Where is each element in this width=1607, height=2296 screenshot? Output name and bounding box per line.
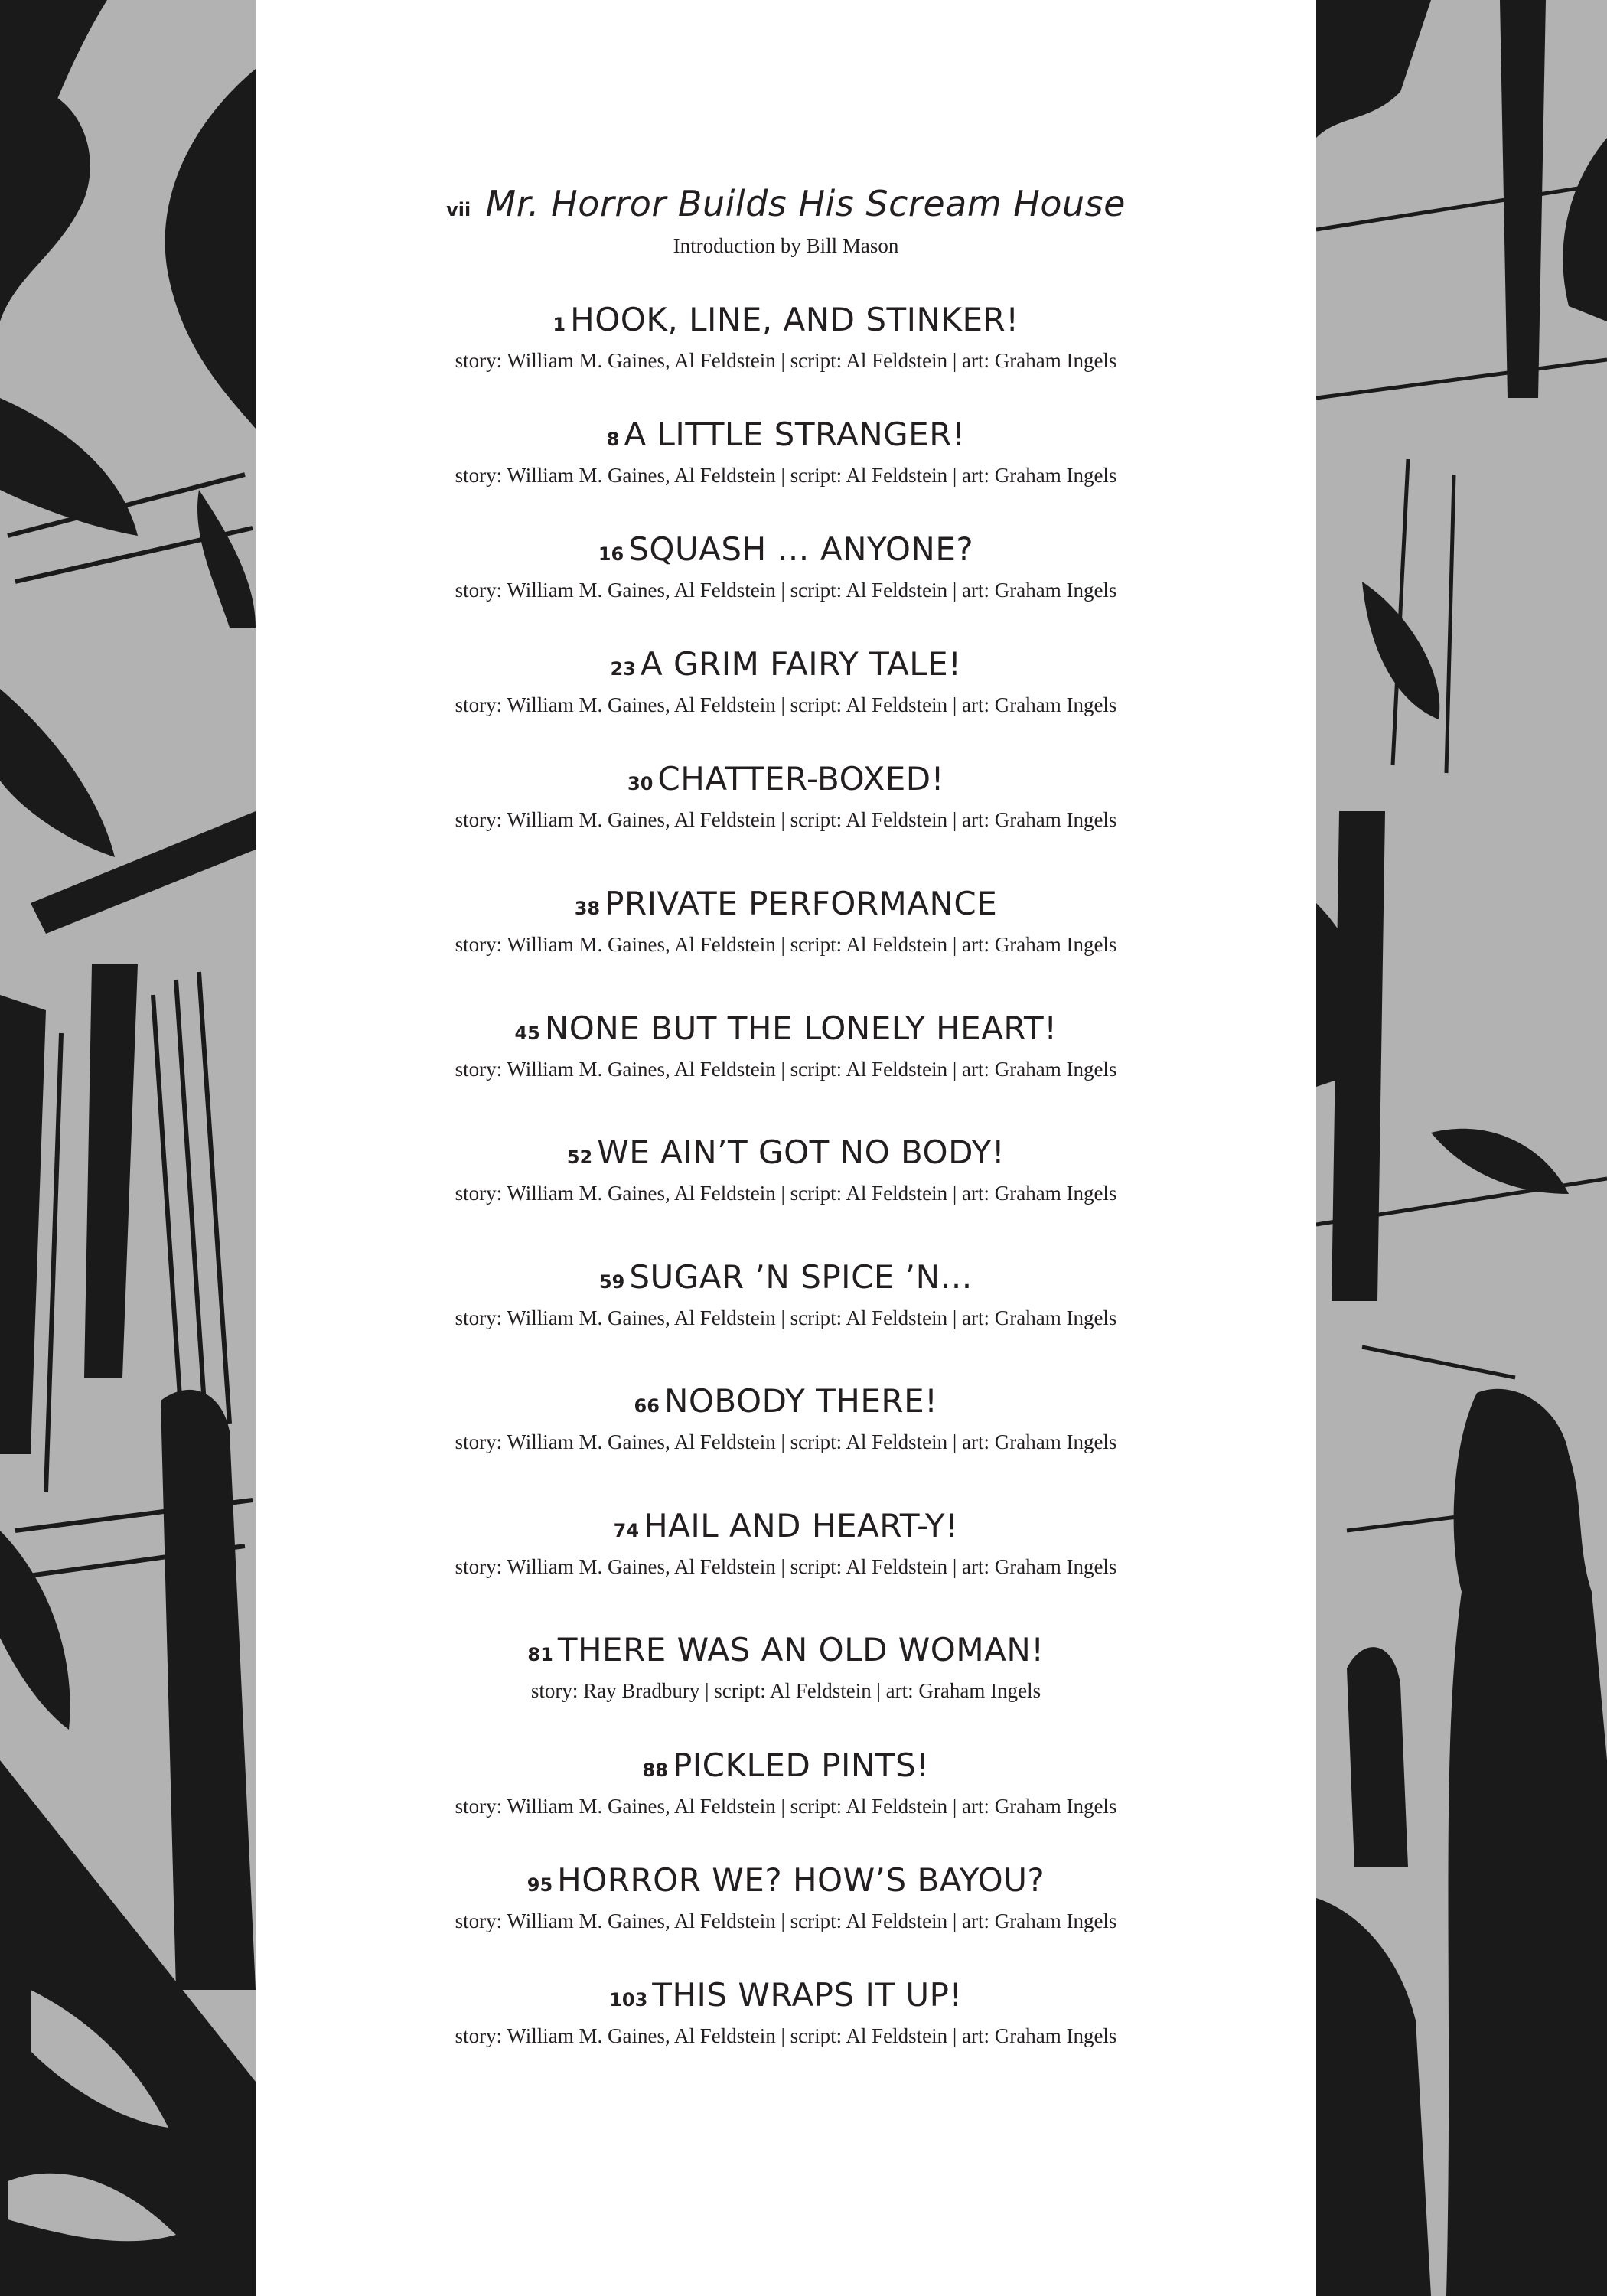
toc-entry <box>256 1744 1316 1819</box>
right-comic-art <box>1316 0 1607 2296</box>
toc-entry <box>256 528 1316 603</box>
page-number: 23 <box>610 658 636 680</box>
entry-subtitle: Introduction by Bill Mason <box>673 234 899 257</box>
entry-title: NOBODY THERE! <box>663 1382 938 1420</box>
entry-title: HORROR WE? HOW’S BAYOU? <box>557 1861 1045 1899</box>
entry-credits: story: William M. Gaines, Al Feldstein | script: Al Feldstein | art: Graham Ingels <box>455 808 1117 831</box>
left-comic-art-panel <box>0 0 256 2296</box>
entry-title: PRIVATE PERFORMANCE <box>605 885 998 922</box>
entry-title: HAIL AND HEART-Y! <box>644 1507 959 1544</box>
entry-title: PICKLED PINTS! <box>672 1746 930 1784</box>
entry-credits: story: William M. Gaines, Al Feldstein | script: Al Feldstein | art: Graham Ingels <box>455 2024 1117 2047</box>
page-number: 16 <box>598 543 624 565</box>
entry-credits: story: William M. Gaines, Al Feldstein | script: Al Feldstein | art: Graham Ingels <box>455 1306 1117 1329</box>
page-number: 30 <box>627 773 654 794</box>
entry-title: A LITTLE STRANGER! <box>624 416 966 453</box>
toc-entry-introduction <box>256 182 1316 259</box>
page-number: vii <box>446 199 471 220</box>
toc-entry <box>256 758 1316 833</box>
page-number: 81 <box>527 1644 553 1665</box>
entry-credits: story: William M. Gaines, Al Feldstein | script: Al Feldstein | art: Graham Ingels <box>455 1555 1117 1578</box>
toc-entry <box>256 1974 1316 2049</box>
entry-credits: story: William M. Gaines, Al Feldstein | script: Al Feldstein | art: Graham Ingels <box>455 349 1117 372</box>
entry-title: WE AIN’T GOT NO BODY! <box>597 1133 1006 1171</box>
toc-entry <box>256 1505 1316 1580</box>
toc-entry <box>256 1380 1316 1455</box>
entry-title: SUGAR ’N SPICE ’N… <box>629 1258 973 1296</box>
toc-entry <box>256 643 1316 718</box>
entry-credits: story: William M. Gaines, Al Feldstein | script: Al Feldstein | art: Graham Ingels <box>455 1795 1117 1818</box>
right-comic-art-panel <box>1316 0 1607 2296</box>
entry-credits: story: William M. Gaines, Al Feldstein | script: Al Feldstein | art: Graham Ingels <box>455 1182 1117 1205</box>
entry-credits: story: William M. Gaines, Al Feldstein | script: Al Feldstein | art: Graham Ingels <box>455 1910 1117 1932</box>
entry-title: HOOK, LINE, AND STINKER! <box>570 301 1019 338</box>
entry-title: SQUASH … ANYONE? <box>628 530 974 568</box>
toc-entry <box>256 1859 1316 1934</box>
entry-title: Mr. Horror Builds His Scream House <box>485 183 1126 224</box>
page-number: 59 <box>598 1271 625 1293</box>
entry-title: NONE BUT THE LONELY HEART! <box>544 1009 1058 1047</box>
page-number: 45 <box>514 1022 540 1044</box>
entry-credits: story: Ray Bradbury | script: Al Feldstein | art: Graham Ingels <box>530 1679 1041 1702</box>
toc-entry <box>256 298 1316 373</box>
page-number: 66 <box>634 1395 660 1417</box>
entry-title: CHATTER-BOXED! <box>657 760 944 797</box>
page-number: 74 <box>613 1520 640 1541</box>
entry-title: A GRIM FAIRY TALE! <box>640 645 962 683</box>
entry-credits: story: William M. Gaines, Al Feldstein | script: Al Feldstein | art: Graham Ingels <box>455 579 1117 602</box>
toc-entry <box>256 882 1316 957</box>
table-of-contents <box>256 0 1316 2296</box>
page-number: 103 <box>609 1989 648 2011</box>
toc-entry <box>256 1629 1316 1704</box>
toc-entry <box>256 1131 1316 1206</box>
toc-entry <box>256 1007 1316 1082</box>
entry-credits: story: William M. Gaines, Al Feldstein | script: Al Feldstein | art: Graham Ingels <box>455 1430 1117 1453</box>
page-number: 88 <box>642 1760 668 1781</box>
entry-credits: story: William M. Gaines, Al Feldstein | script: Al Feldstein | art: Graham Ingels <box>455 933 1117 956</box>
entry-title: THERE WAS AN OLD WOMAN! <box>557 1631 1045 1668</box>
toc-entry-title-line <box>256 182 1316 231</box>
page-number: 8 <box>606 429 620 450</box>
page-number: 95 <box>526 1874 553 1896</box>
entry-credits: story: William M. Gaines, Al Feldstein | script: Al Feldstein | art: Graham Ingels <box>455 464 1117 487</box>
page-number: 52 <box>566 1146 593 1168</box>
left-comic-art <box>0 0 256 2296</box>
toc-entry <box>256 413 1316 488</box>
toc-entry <box>256 1256 1316 1331</box>
page-number: 1 <box>553 314 566 335</box>
entry-credits: story: William M. Gaines, Al Feldstein | script: Al Feldstein | art: Graham Ingels <box>455 693 1117 716</box>
entry-credits: story: William M. Gaines, Al Feldstein | script: Al Feldstein | art: Graham Ingels <box>455 1058 1117 1081</box>
page-number: 38 <box>574 898 601 919</box>
entry-title: THIS WRAPS IT UP! <box>652 1976 963 2014</box>
